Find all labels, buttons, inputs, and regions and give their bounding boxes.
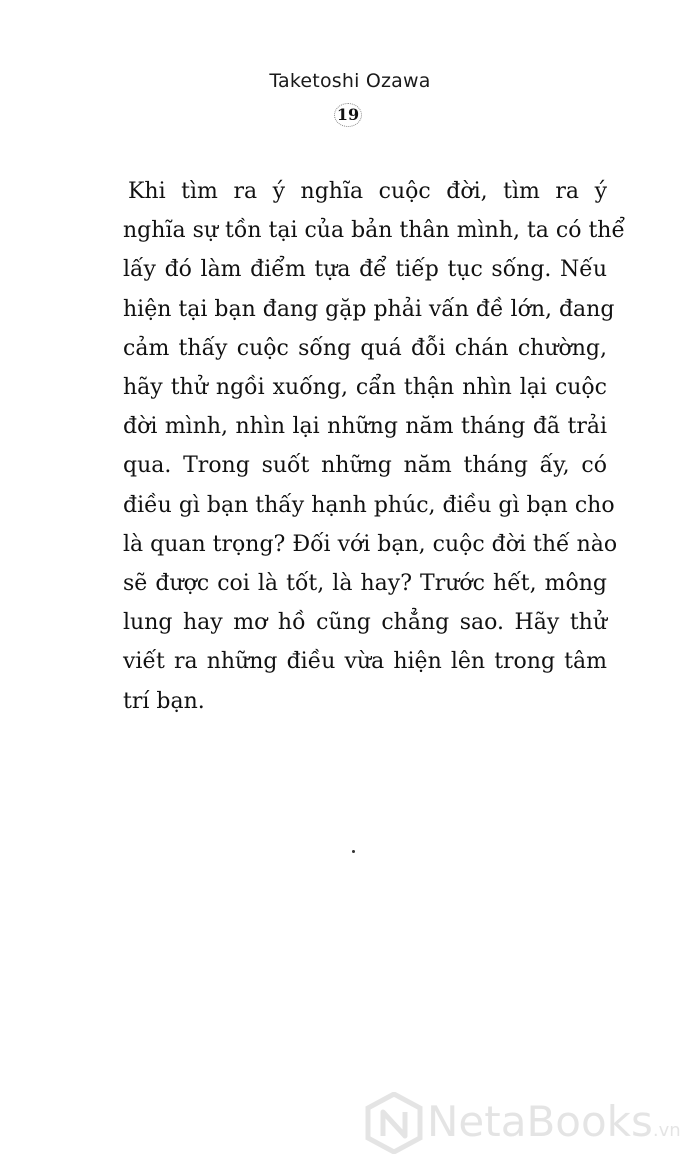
watermark-brand: NetaBooks [427, 1097, 653, 1146]
page-number-value: 19 [336, 105, 360, 124]
watermark [365, 1088, 695, 1158]
netabooks-logo-icon [365, 1092, 423, 1154]
body-line: lấy đó làm điểm tựa để tiếp tục sống. Nếu [123, 257, 607, 283]
body-line: trí bạn. [123, 688, 205, 714]
page-number [331, 102, 365, 128]
body-line: hiện tại bạn đang gặp phải vấn đề lớn, đang [123, 296, 615, 322]
watermark-text [427, 1094, 681, 1159]
body-paragraph [123, 172, 625, 721]
body-line: điều gì bạn thấy hạnh phúc, điều gì bạn cho [123, 492, 615, 518]
running-header-author: Taketoshi Ozawa [269, 70, 431, 92]
watermark-suffix: .vn [652, 1120, 681, 1141]
body-line: qua. Trong suốt những năm tháng ấy, có [123, 453, 607, 479]
ink-speck [352, 850, 355, 853]
body-line: nghĩa sự tồn tại của bản thân mình, ta có thể [123, 218, 625, 244]
body-line: đời mình, nhìn lại những năm tháng đã trải [123, 414, 607, 440]
body-line: là quan trọng? Đối với bạn, cuộc đời thế nào [123, 531, 618, 557]
body-line: lung hay mơ hồ cũng chẳng sao. Hãy thử [123, 610, 607, 636]
body-line: hãy thử ngồi xuống, cẩn thận nhìn lại cuộc [123, 375, 607, 401]
body-line: viết ra những điều vừa hiện lên trong tâm [123, 649, 607, 675]
body-line: Khi tìm ra ý nghĩa cuộc đời, tìm ra ý [128, 179, 607, 204]
body-line: sẽ được coi là tốt, là hay? Trước hết, mông [123, 571, 607, 597]
body-line: cảm thấy cuộc sống quá đỗi chán chường, [123, 335, 607, 361]
